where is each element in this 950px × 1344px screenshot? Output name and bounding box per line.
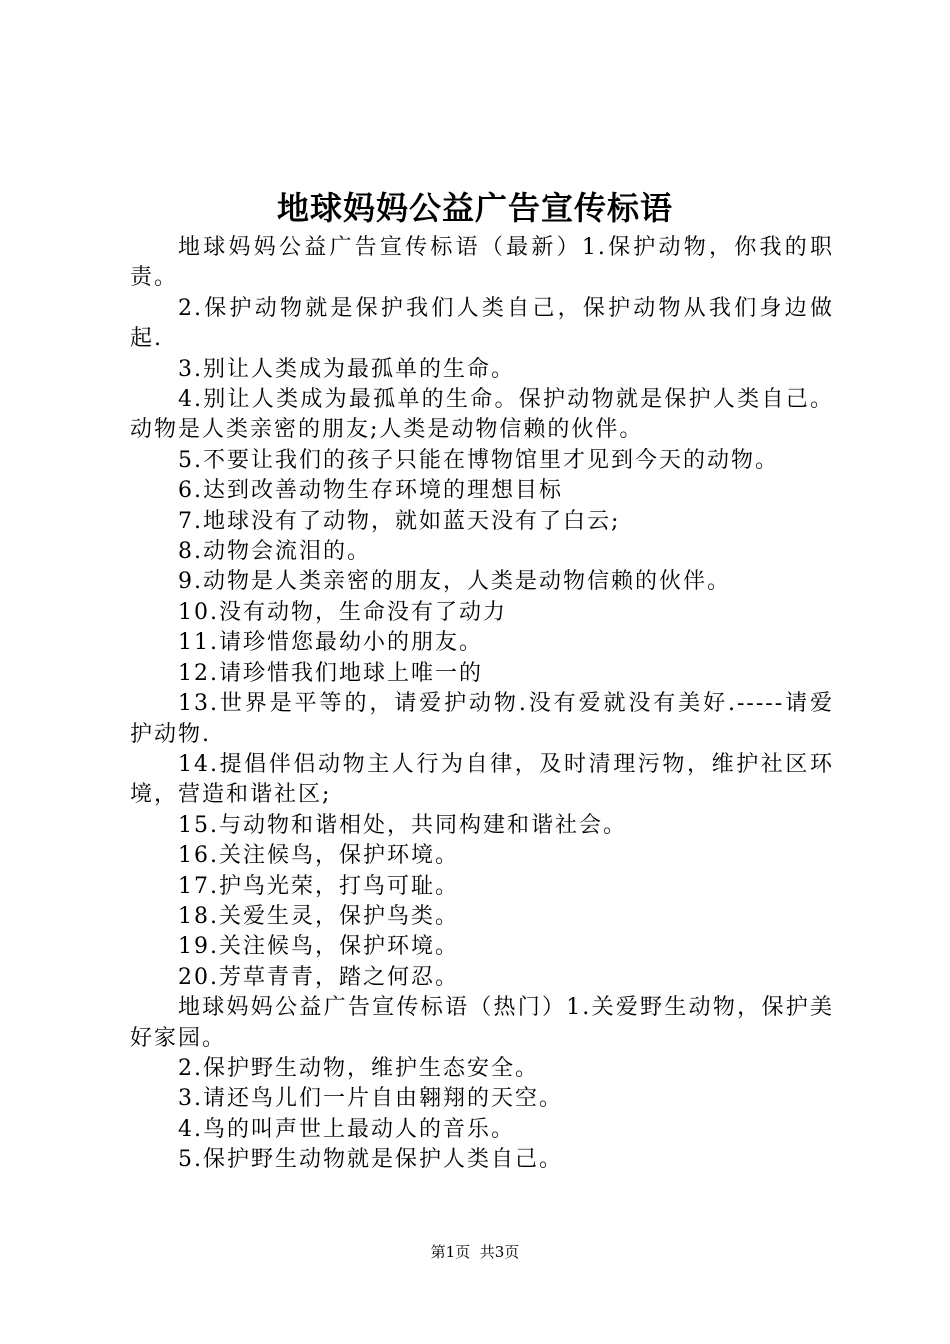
paragraph: 16.关注候鸟，保护环境。 (178, 843, 459, 869)
document-title: 地球妈妈公益广告宣传标语 (276, 189, 673, 227)
page-total: 共3页 (479, 1243, 520, 1261)
paragraph: 3.请还鸟儿们一片自由翱翔的天空。 (178, 1086, 563, 1112)
paragraph: 13.世界是平等的，请爱护动物.没有爱就没有美好.-----请爱护动物. (130, 691, 834, 747)
paragraph: 5.保护野生动物就是保护人类自己。 (178, 1147, 563, 1173)
paragraph: 19.关注候鸟，保护环境。 (178, 934, 459, 960)
paragraph: 6.达到改善动物生存环境的理想目标 (178, 478, 563, 504)
paragraph: 17.护鸟光荣，打鸟可耻。 (178, 873, 459, 899)
paragraph: 9.动物是人类亲密的朋友，人类是动物信赖的伙伴。 (178, 569, 731, 595)
document-body (130, 233, 834, 1176)
paragraph: 14.提倡伴侣动物主人行为自律，及时清理污物，维护社区环境，营造和谐社区; (130, 751, 834, 808)
paragraph: 4.别让人类成为最孤单的生命。保护动物就是保护人类自己。动物是人类亲密的朋友;人类是动物信赖的伙伴。 (130, 387, 834, 443)
paragraph: 4.鸟的叫声世上最动人的音乐。 (178, 1116, 515, 1142)
paragraph: 5.不要让我们的孩子只能在博物馆里才见到今天的动物。 (178, 447, 779, 473)
paragraph: 12.请珍惜我们地球上唯一的 (178, 660, 483, 686)
paragraph: 10.没有动物，生命没有了动力 (178, 599, 507, 625)
paragraph: 2.保护野生动物，维护生态安全。 (178, 1055, 539, 1081)
paragraph: 18.关爱生灵，保护鸟类。 (178, 903, 459, 929)
paragraph: 20.芳草青青，踏之何忍。 (178, 964, 459, 990)
paragraph: 2.保护动物就是保护我们人类自己，保护动物从我们身边做起. (130, 295, 834, 352)
paragraph: 地球妈妈公益广告宣传标语（最新）1.保护动物，你我的职责。 (130, 235, 834, 291)
paragraph: 8.动物会流泪的。 (178, 539, 371, 565)
page-number: 第1页 (430, 1243, 471, 1261)
paragraph: 15.与动物和谐相处，共同构建和谐社会。 (178, 812, 627, 838)
paragraph: 地球妈妈公益广告宣传标语（热门）1.关爱野生动物，保护美好家园。 (130, 995, 834, 1051)
page-footer (0, 1241, 950, 1263)
paragraph: 7.地球没有了动物，就如蓝天没有了白云; (178, 508, 621, 534)
paragraph: 3.别让人类成为最孤单的生命。 (178, 356, 515, 382)
paragraph: 11.请珍惜您最幼小的朋友。 (178, 630, 483, 656)
